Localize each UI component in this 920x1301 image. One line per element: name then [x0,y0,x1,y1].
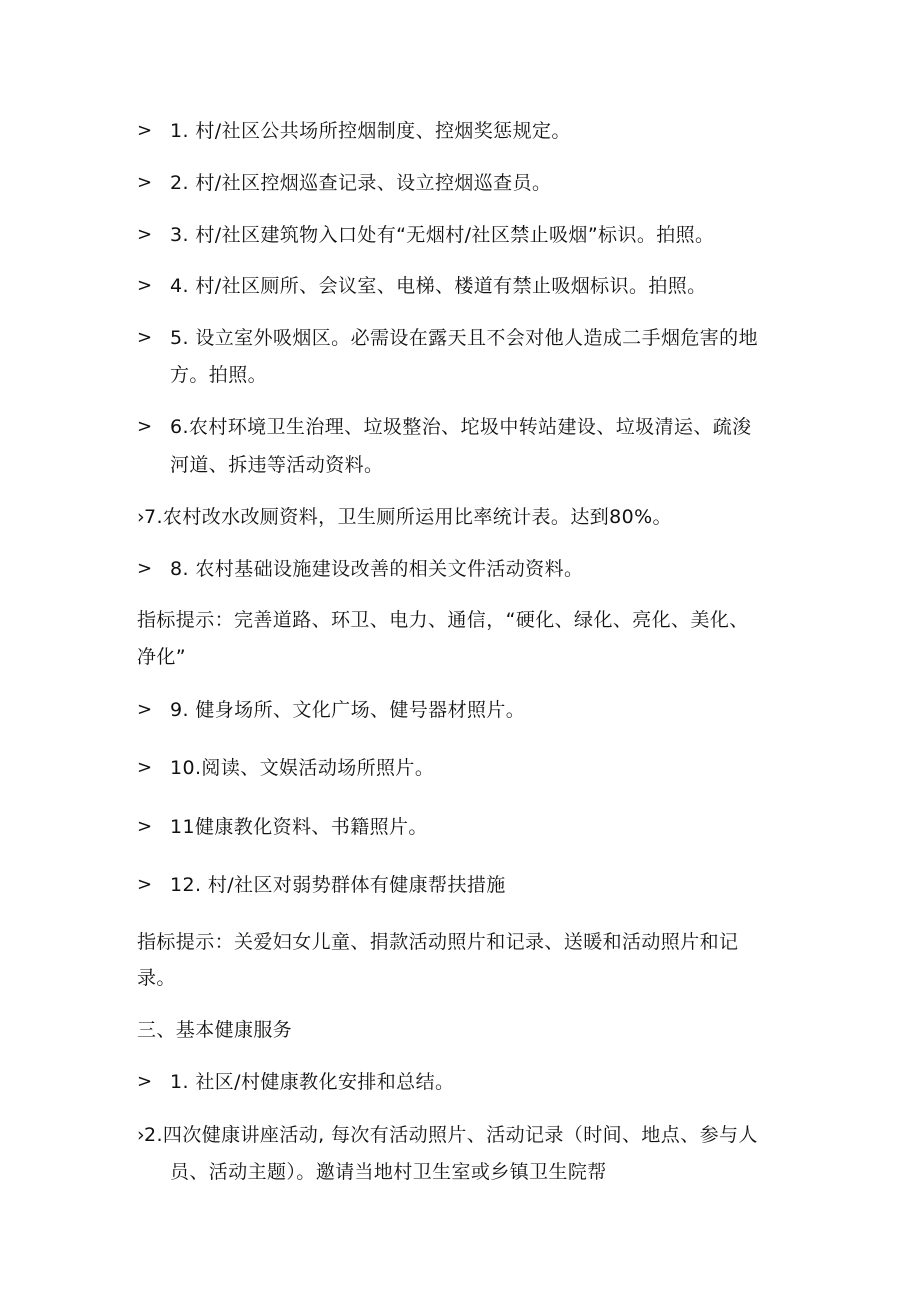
bullet-marker: > [137,558,153,579]
bullet-marker: > [137,224,153,245]
list-item-text: 12. 村/社区对弱势群体有健康帮扶措施 [170,874,506,896]
hint-text: 指标提示：完善道路、环卫、电力、通信，“硬化、绿化、亮化、美化、 [137,609,749,631]
bullet-marker: > [137,275,153,296]
list-item-text: 8. 农村基础设施建设改善的相关文件活动资料。 [170,558,584,580]
bullet-marker: › [137,506,145,528]
list-item-text: 2. 村/社区控烟巡查记录、设立控烟巡查员。 [170,172,552,194]
list-item-text: 10.阅读、文娱活动场所照片。 [170,757,435,779]
bullet-marker: > [137,416,153,437]
bullet-marker: > [137,699,153,720]
list-item-text: 11健康教化资料、书籍照片。 [170,816,428,838]
bullet-marker: › [137,1124,145,1146]
hint-text-continued: 录。 [137,967,176,989]
bullet-marker: > [137,172,153,193]
hint-text: 指标提示：关爱妇女儿童、捐款活动照片和记录、送暖和活动照片和记 [137,931,739,953]
list-item-text-continued: 方。拍照。 [170,364,268,386]
bullet-marker: > [137,816,153,837]
list-item-text: 3. 村/社区建筑物入口处有“无烟村/社区禁止吸烟”标识。拍照。 [170,224,715,246]
list-item-text: 9. 健身场所、文化广场、健号器材照片。 [170,699,526,721]
list-item-text: 1. 社区/村健康教化安排和总结。 [170,1071,455,1093]
bullet-marker: > [137,120,153,141]
list-item-text-continued: 员、活动主题）。邀请当地村卫生室或乡镇卫生院帮 [170,1161,607,1183]
hint-text-continued: 净化” [137,646,187,668]
bullet-marker: > [137,757,153,778]
list-item-text: 1. 村/社区公共场所控烟制度、控烟奖惩规定。 [170,120,571,142]
section-heading: 三、基本健康服务 [137,1019,293,1041]
list-item-text: 5. 设立室外吸烟区。必需设在露天且不会对他人造成二手烟危害的地 [170,327,758,349]
bullet-marker: > [137,1071,153,1092]
list-item-text: 7.农村改水改厕资料，卫生厕所运用比率统计表。达到80%。 [144,506,672,528]
list-item-text: 4. 村/社区厕所、会议室、电梯、楼道有禁止吸烟标识。拍照。 [170,275,707,297]
list-item-text: 2.四次健康讲座活动, 每次有活动照片、活动记录（时间、地点、参与人 [144,1124,758,1146]
list-item-text-continued: 河道、拆违等活动资料。 [170,454,384,476]
bullet-marker: > [137,327,153,348]
list-item-text: 6.农村环境卫生治理、垃圾整治、坨圾中转站建设、垃圾清运、疏浚 [170,416,752,438]
bullet-marker: > [137,874,153,895]
